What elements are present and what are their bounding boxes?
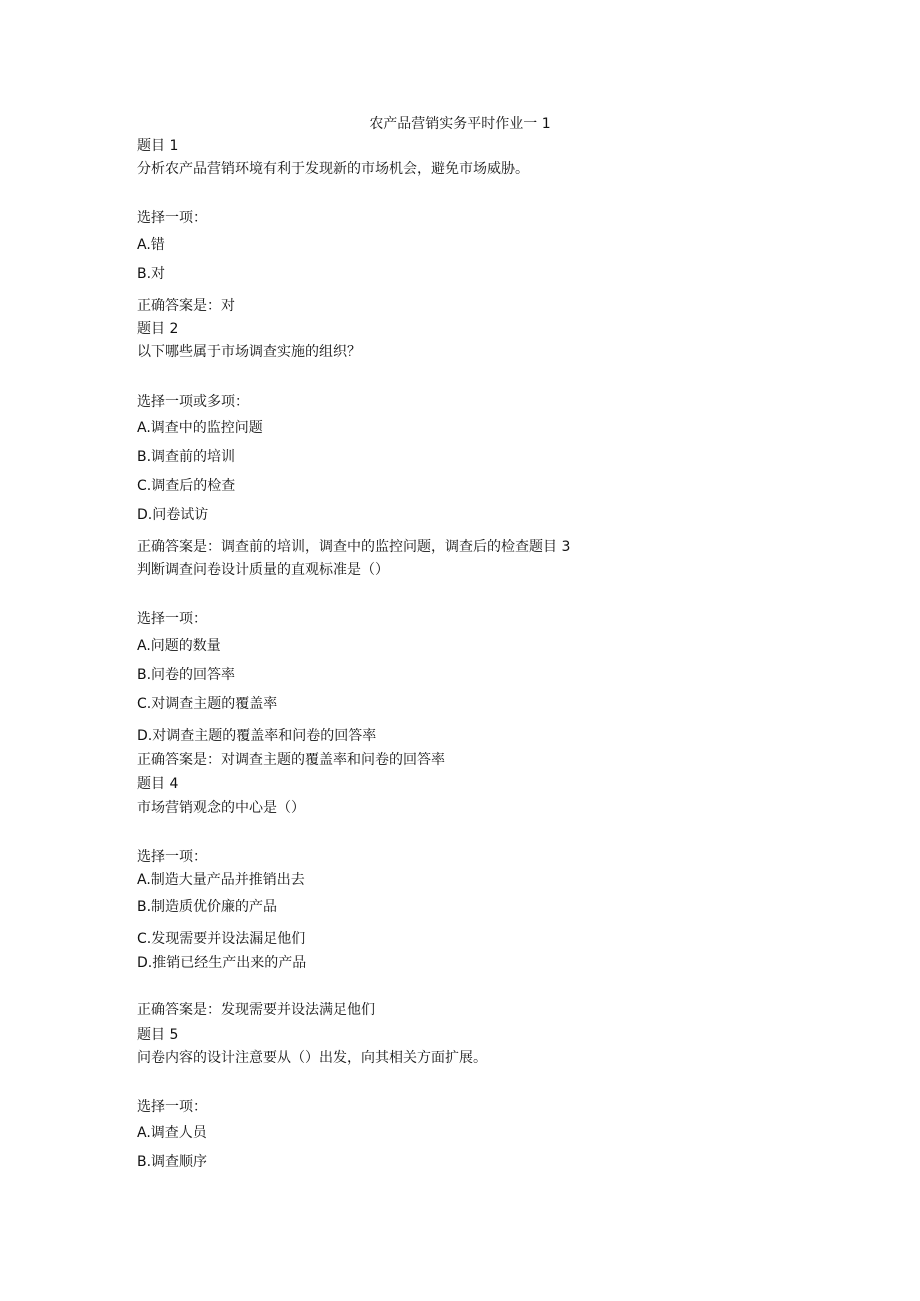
question-3-option-a[interactable]: A.问题的数量 bbox=[137, 638, 221, 654]
document-title: 农产品营销实务平时作业一 1 bbox=[369, 116, 551, 132]
question-2-option-c[interactable]: C.调查后的检查 bbox=[137, 478, 236, 494]
question-1-instruction: 选择一项： bbox=[137, 210, 207, 226]
question-2-instruction: 选择一项或多项： bbox=[137, 394, 249, 410]
question-4-prompt: 市场营销观念的中心是（） bbox=[137, 800, 305, 816]
question-2-option-b[interactable]: B.调查前的培训 bbox=[137, 449, 236, 465]
question-5-prompt: 问卷内容的设计注意要从（）出发，向其相关方面扩展。 bbox=[137, 1050, 487, 1066]
question-5-option-b[interactable]: B.调查顺序 bbox=[137, 1154, 208, 1170]
question-1-prompt: 分析农产品营销环境有利于发现新的市场机会，避免市场威胁。 bbox=[137, 161, 529, 177]
question-4-option-d[interactable]: D.推销已经生产出来的产品 bbox=[137, 955, 307, 971]
question-4-answer: 正确答案是：发现需要并设法满足他们 bbox=[137, 1002, 375, 1018]
question-1-answer: 正确答案是：对 bbox=[137, 298, 235, 314]
question-5-instruction: 选择一项： bbox=[137, 1099, 207, 1115]
question-3-prompt: 判断调查问卷设计质量的直观标准是（） bbox=[137, 562, 389, 578]
question-2-option-a[interactable]: A.调查中的监控问题 bbox=[137, 420, 263, 436]
question-1-number: 题目 1 bbox=[137, 138, 179, 154]
question-2-number: 题目 2 bbox=[137, 321, 179, 337]
question-4-option-c[interactable]: C.发现需要并设法漏足他们 bbox=[137, 931, 306, 947]
question-3-answer: 正确答案是：对调查主题的覆盖率和问卷的回答率 bbox=[137, 752, 445, 768]
question-3-instruction: 选择一项： bbox=[137, 611, 207, 627]
question-4-instruction: 选择一项： bbox=[137, 849, 207, 865]
question-5-number: 题目 5 bbox=[137, 1027, 179, 1043]
question-4-option-a[interactable]: A.制造大量产品并推销出去 bbox=[137, 872, 305, 888]
question-3-option-b[interactable]: B.问卷的回答率 bbox=[137, 667, 236, 683]
question-5-option-a[interactable]: A.调查人员 bbox=[137, 1125, 207, 1141]
question-4-number: 题目 4 bbox=[137, 776, 179, 792]
question-1-option-b[interactable]: B.对 bbox=[137, 266, 166, 282]
question-3-option-c[interactable]: C.对调查主题的覆盖率 bbox=[137, 696, 278, 712]
question-2-option-d[interactable]: D.问卷试访 bbox=[137, 507, 209, 523]
question-3-option-d[interactable]: D.对调查主题的覆盖率和问卷的回答率 bbox=[137, 728, 377, 744]
question-2-answer: 正确答案是：调查前的培训，调查中的监控问题，调查后的检查题目 3 bbox=[137, 539, 571, 555]
question-2-prompt: 以下哪些属于市场调查实施的组织？ bbox=[137, 344, 361, 360]
question-4-option-b[interactable]: B.制造质优价廉的产品 bbox=[137, 899, 278, 915]
question-1-option-a[interactable]: A.错 bbox=[137, 237, 165, 253]
